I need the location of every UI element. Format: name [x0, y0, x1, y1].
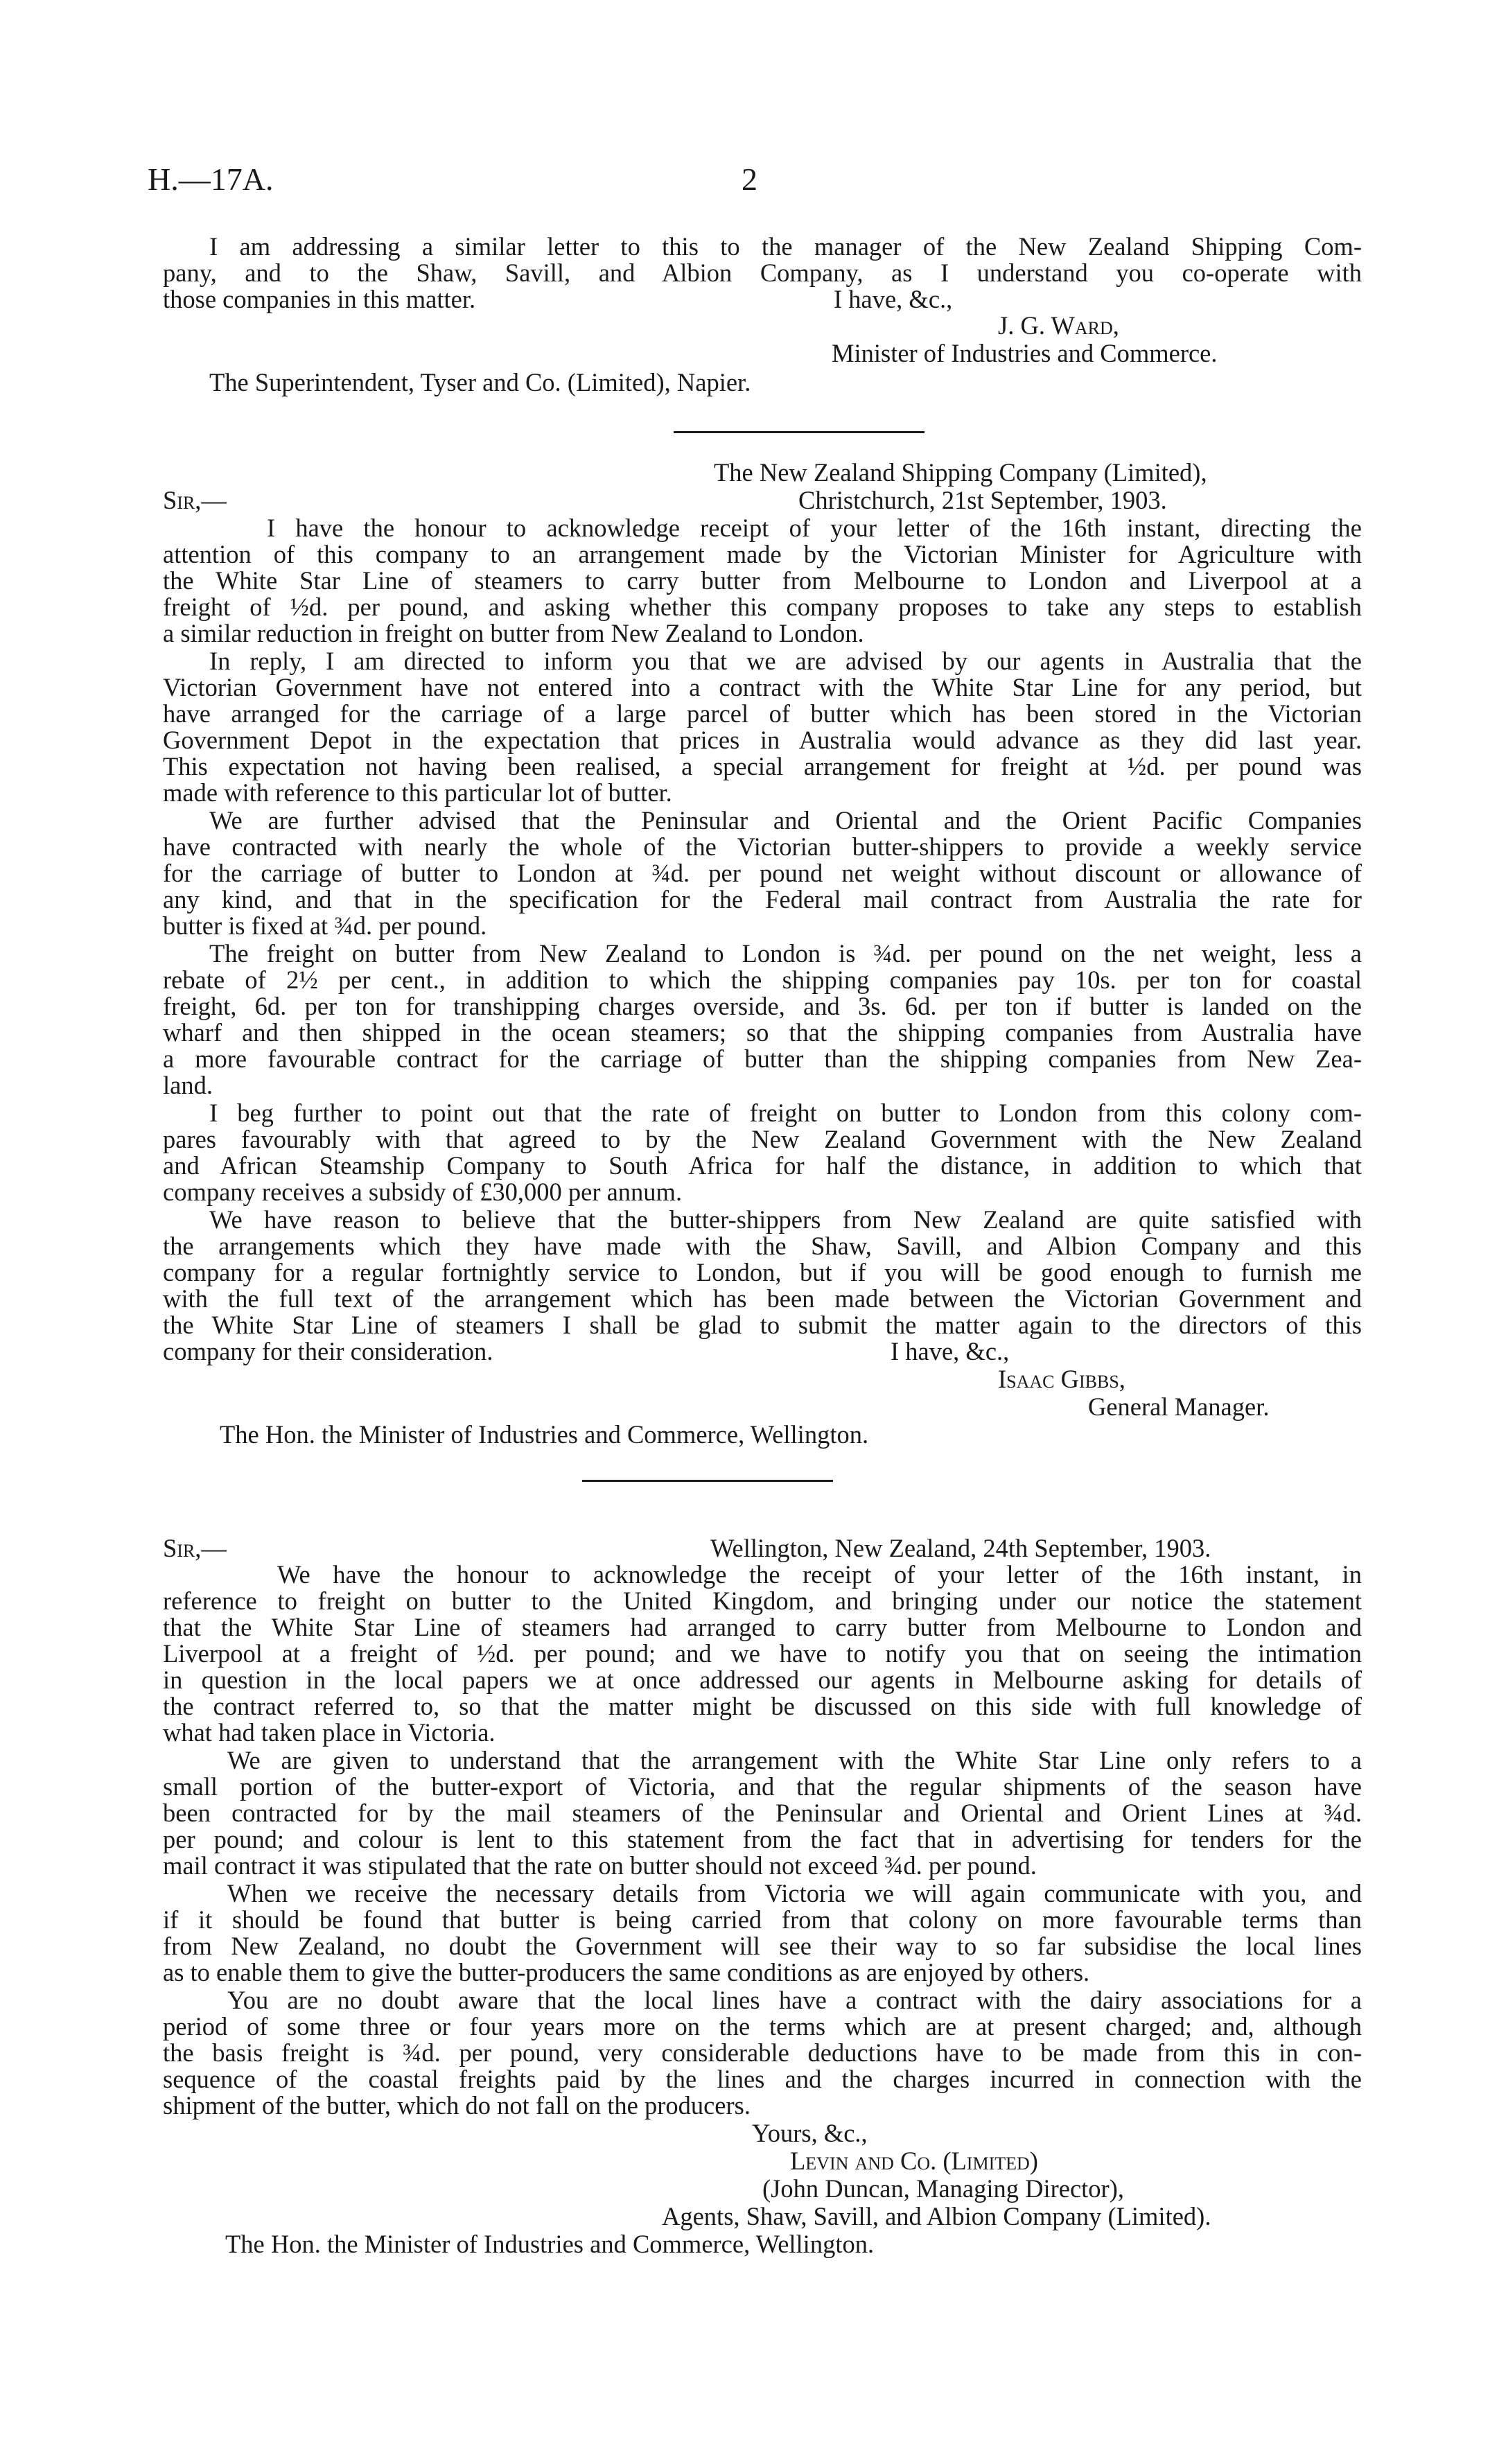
letter3-line: the contract referred to, so that the matter might be discussed on this side with full knowledge of [163, 1692, 1362, 1720]
letter3-line: been contracted for by the mail steamers of the Peninsular and Oriental and Orient Lines at ¾d. [163, 1799, 1362, 1827]
letter3-signatory: (John Duncan, Managing Director), [762, 2174, 1124, 2203]
letter2-line: the arrangements which they have made with the Shaw, Savill, and Albion Company and this [163, 1232, 1362, 1260]
letter1-closing: I have, &c., [834, 285, 953, 313]
letter3-line: shipment of the butter, which do not fall on the producers. [163, 2091, 751, 2120]
letter3-signature: Levin and Co. (Limited) [790, 2147, 1038, 2175]
page-number: 2 [742, 161, 757, 197]
letter3-line: When we receive the necessary details from Victoria we will again communicate with you, and [227, 1879, 1362, 1907]
letter3-line: mail contract it was stipulated that the rate on butter should not exceed ¾d. per pound. [163, 1851, 1037, 1880]
letter2-line: a more favourable contract for the carriage of butter than the shipping companies from New Zea- [163, 1045, 1362, 1073]
letter3-line: per pound; and colour is lent to this statement from the fact that in advertising for tenders for the [163, 1825, 1362, 1853]
letter1-addressee: The Superintendent, Tyser and Co. (Limited), Napier. [209, 368, 751, 396]
letter2-line: land. [163, 1071, 213, 1099]
letter2-line: the White Star Line of steamers I shall be glad to submit the matter again to the directors of this [163, 1311, 1362, 1339]
letter3-line: You are no doubt aware that the local lines have a contract with the dairy associations for a [227, 1986, 1362, 2014]
letter2-line: We are further advised that the Peninsular and Oriental and the Orient Pacific Companies [209, 806, 1362, 835]
letter3-line: reference to freight on butter to the United Kingdom, and bringing under our notice the statement [163, 1587, 1362, 1615]
letter3-line: We have the honour to acknowledge the receipt of your letter of the 16th instant, in [277, 1560, 1362, 1589]
letter2-line: wharf and then shipped in the ocean steamers; so that the shipping companies from Australia have [163, 1018, 1362, 1047]
letter2-line: and African Steamship Company to South Africa for half the distance, in addition to which that [163, 1151, 1362, 1180]
letter2-line: We have reason to believe that the butter-shippers from New Zealand are quite satisfied with [209, 1205, 1362, 1234]
document-reference: H.—17A. [148, 161, 274, 197]
letter1-line: those companies in this matter. [163, 285, 476, 313]
letter2-line: rebate of 2½ per cent., in addition to which the shipping companies pay 10s. per ton for coastal [163, 965, 1362, 994]
letter2-addressee: The Hon. the Minister of Industries and Commerce, Wellington. [220, 1420, 869, 1449]
letter2-sender: The New Zealand Shipping Company (Limited), [714, 458, 1207, 487]
letter3-salutation: Sir,— [163, 1534, 227, 1562]
letter1-signature: J. G. Ward, [998, 311, 1119, 340]
letter2-line: have arranged for the carriage of a large parcel of butter which has been stored in the Victorian [163, 699, 1362, 728]
letter3-place-date: Wellington, New Zealand, 24th September, 1903. [710, 1534, 1211, 1562]
letter2-line: pares favourably with that agreed to by the New Zealand Government with the New Zealand [163, 1125, 1362, 1153]
letter2-line: company for a regular fortnightly service to London, but if you will be good enough to furnish me [163, 1258, 1362, 1286]
letter2-line: This expectation not having been realised, a special arrangement for freight at ½d. per pound was [163, 752, 1362, 780]
letter3-line: from New Zealand, no doubt the Government will see their way to so far subsidise the local lines [163, 1932, 1362, 1960]
letter2-signer-title: General Manager. [1088, 1392, 1270, 1421]
letter3-line: if it should be found that butter is being carried from that colony on more favourable terms than [163, 1905, 1362, 1934]
letter3-line: We are given to understand that the arrangement with the White Star Line only refers to a [227, 1746, 1362, 1774]
letter1-signer-title: Minister of Industries and Commerce. [832, 339, 1218, 367]
letter2-line: with the full text of the arrangement which has been made between the Victorian Government and [163, 1284, 1362, 1313]
letter3-line: sequence of the coastal freights paid by the lines and the charges incurred in connection with the [163, 2065, 1362, 2093]
letter3-line: period of some three or four years more on the terms which are at present charged; and, although [163, 2012, 1362, 2041]
letter1-line: I am addressing a similar letter to this to the manager of the New Zealand Shipping Com- [209, 232, 1362, 261]
letter2-salutation: Sir,— [163, 486, 227, 514]
letter3-closing: Yours, &c., [752, 2119, 868, 2147]
letter1-line: pany, and to the Shaw, Savill, and Albion Company, as I understand you co-operate with [163, 259, 1362, 287]
letter2-line: I beg further to point out that the rate of freight on butter to London from this colony com- [209, 1099, 1362, 1127]
letter2-line: company for their consideration. [163, 1337, 493, 1365]
letter2-line: I have the honour to acknowledge receipt of your letter of the 16th instant, directing the [267, 514, 1362, 542]
letter3-addressee: The Hon. the Minister of Industries and Commerce, Wellington. [225, 2230, 875, 2258]
letter3-line: in question in the local papers we at once addressed our agents in Melbourne asking for details of [163, 1666, 1362, 1694]
letter2-place-date: Christchurch, 21st September, 1903. [798, 486, 1167, 514]
letter2-line: Victorian Government have not entered into a contract with the White Star Line for any period, but [163, 673, 1362, 701]
letter2-line: a similar reduction in freight on butter from New Zealand to London. [163, 619, 864, 647]
letter2-line: have contracted with nearly the whole of the Victorian butter-shippers to provide a weekly service [163, 832, 1362, 861]
letter2-line: The freight on butter from New Zealand to London is ¾d. per pound on the net weight, less a [209, 939, 1362, 968]
letter3-line: what had taken place in Victoria. [163, 1718, 496, 1747]
letter2-line: In reply, I am directed to inform you that we are advised by our agents in Australia that the [209, 647, 1362, 675]
letter2-line: the White Star Line of steamers to carry butter from Melbourne to London and Liverpool at a [163, 566, 1362, 595]
section-divider [674, 431, 924, 433]
letter3-line: Liverpool at a freight of ½d. per pound; and we have to notify you that on seeing the intimation [163, 1639, 1362, 1668]
letter2-closing: I have, &c., [891, 1337, 1010, 1365]
letter2-line: butter is fixed at ¾d. per pound. [163, 911, 487, 940]
letter3-line: the basis freight is ¾d. per pound, very considerable deductions have to be made from this in con- [163, 2038, 1362, 2067]
letter2-line: Government Depot in the expectation that prices in Australia would advance as they did last year. [163, 726, 1362, 754]
letter2-signature: Isaac Gibbs, [998, 1365, 1125, 1393]
letter2-line: freight of ½d. per pound, and asking whether this company proposes to take any steps to establish [163, 593, 1362, 621]
letter2-line: for the carriage of butter to London at ¾d. per pound net weight without discount or allowance of [163, 859, 1362, 887]
letter3-line: small portion of the butter-export of Victoria, and that the regular shipments of the season have [163, 1772, 1362, 1801]
letter3-agents: Agents, Shaw, Savill, and Albion Company (Limited). [662, 2202, 1211, 2230]
letter2-line: company receives a subsidy of £30,000 per annum. [163, 1178, 683, 1206]
letter3-line: that the White Star Line of steamers had arranged to carry butter from Melbourne to London and [163, 1613, 1362, 1641]
letter2-line: any kind, and that in the specification for the Federal mail contract from Australia the rate for [163, 885, 1362, 914]
letter2-line: freight, 6d. per ton for transhipping charges overside, and 3s. 6d. per ton if butter is landed on the [163, 992, 1362, 1020]
letter2-line: made with reference to this particular lot of butter. [163, 778, 672, 807]
letter2-line: attention of this company to an arrangement made by the Victorian Minister for Agriculture with [163, 540, 1362, 568]
letter3-line: as to enable them to give the butter-producers the same conditions as are enjoyed by others. [163, 1958, 1090, 1986]
section-divider [582, 1480, 833, 1482]
